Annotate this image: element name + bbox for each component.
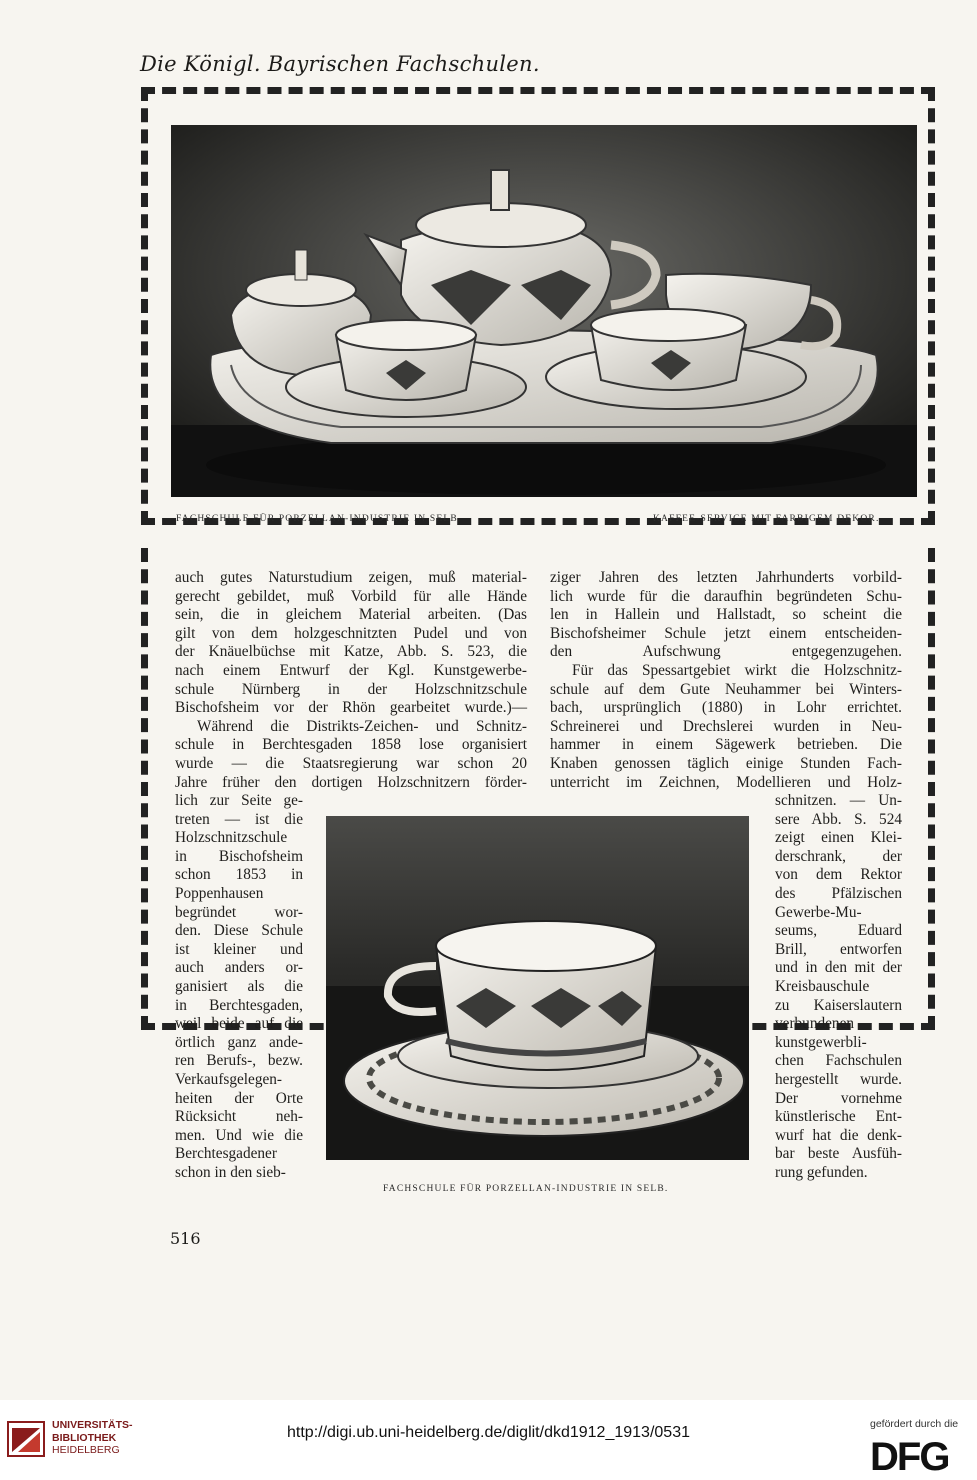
text-line: Berchtesgadener <box>175 1145 277 1163</box>
text-line: schon 1853 in <box>175 866 303 884</box>
page-title: Die Königl. Bayrischen Fachschulen. <box>140 52 540 76</box>
text-line: heiten der Orte <box>175 1089 303 1107</box>
text-line: begründet wor- <box>175 903 303 921</box>
dfg-logo-icon <box>866 1432 966 1474</box>
text-line: seums, Eduard <box>775 922 902 940</box>
text-line: Schreinerei und Drechslerei wurden in Neu- <box>550 717 902 735</box>
text-line: wurde — die Staatsregierung war schon 20 <box>175 754 527 772</box>
text-line: ist kleiner und <box>175 940 303 958</box>
text-line: den Aufschwung entgegenzugehen. <box>550 643 902 661</box>
text-line: Brill, entworfen <box>775 940 902 958</box>
text-line: künstlerische Ent- <box>775 1108 902 1126</box>
text-line: gerecht gebildet, muß Vorbild für alle Hände <box>175 587 527 605</box>
page-number: 516 <box>170 1229 201 1248</box>
text-line: Jahre früher den dortigen Holzschnitzern förder- <box>175 773 527 791</box>
text-line: schnitzen. — Un- <box>775 792 902 809</box>
source-url-link[interactable]: http://digi.ub.uni-heidelberg.de/diglit/dkd1912_1913/0531 <box>287 1424 690 1441</box>
funded-by-label: gefördert durch die <box>870 1418 959 1430</box>
text-line: in Bischofsheim <box>175 847 303 865</box>
text-line: Während die Distrikts-Zeichen- und Schnitz- <box>197 717 527 735</box>
text-line: ganisiert als die <box>175 977 303 995</box>
text-line: ziger Jahren des letzten Jahrhunderts vorbild- <box>550 569 902 586</box>
text-line: sere Abb. S. 524 <box>775 810 902 828</box>
text-line: verbundenen <box>775 1015 855 1033</box>
text-line: Poppenhausen <box>175 884 264 902</box>
text-line: Verkaufsgelegen- <box>175 1070 283 1088</box>
text-line: chen Fachschulen <box>775 1052 902 1070</box>
left-column-lines <box>175 569 527 792</box>
text-line: Holzschnitzschule <box>175 829 288 847</box>
library-name-line1: UNIVERSITÄTS- <box>52 1419 133 1431</box>
text-line: von dem Rektor <box>775 866 902 884</box>
text-line: schule in Berchtesgaden 1858 lose organisiert <box>175 736 527 754</box>
text-line: schule auf dem Gute Neuhammer bei Winters- <box>550 680 902 698</box>
cup-and-saucer-illustration <box>326 816 749 1160</box>
text-line: schule Nürnberg in der Holzschnitzschule <box>175 680 527 698</box>
text-line: lich wurde für die daraufhin begründeten Schu- <box>550 587 902 605</box>
bottom-figure-caption: FACHSCHULE FÜR PORZELLAN-INDUSTRIE IN SELB. <box>383 1184 669 1194</box>
library-name <box>52 1419 133 1457</box>
text-line: hergestellt wurde. <box>775 1070 902 1088</box>
text-line: Bischofsheim vor der Rhön gearbeitet wurde.)— <box>175 699 527 717</box>
text-line: Der vornehme <box>775 1089 902 1107</box>
text-line: Knaben genossen täglich einige Stunden Fach- <box>550 754 902 772</box>
text-line: sein, die in gleichem Material arbeiten. (Das <box>175 606 527 624</box>
text-line: zu Kaiserslautern <box>775 996 902 1014</box>
text-line: bach, ursprünglich (1880) in Lohr errichtet. <box>550 699 902 717</box>
text-line: treten — ist die <box>175 810 303 828</box>
right-column-lines <box>550 569 902 792</box>
coffee-service-photo <box>171 125 917 497</box>
text-line: weil beide auf die <box>175 1015 303 1033</box>
university-library-logo-icon <box>6 1418 46 1460</box>
right-narrow-column <box>775 792 902 1182</box>
text-line: wurf hat die denk- <box>775 1126 902 1144</box>
text-line: unterricht im Zeichnen, Modellieren und Holz- <box>550 773 902 791</box>
text-line: nach einem Entwurf der Kgl. Kunstgewerbe- <box>175 661 527 679</box>
text-line: bar beste Ausfüh- <box>775 1145 902 1163</box>
text-line: lich zur Seite ge- <box>175 792 303 809</box>
text-line: der Knäuelbüchse mit Katze, Abb. S. 523, die <box>175 643 527 661</box>
top-figure-caption-left: FACHSCHULE FÜR PORZELLAN-INDUSTRIE IN SELB. <box>176 514 462 524</box>
text-line: len in Hallein und Hallstadt, so scheint die <box>550 606 902 624</box>
text-line: den. Diese Schule <box>175 922 303 940</box>
text-line: und in den mit der <box>775 959 902 977</box>
text-line: Kreisbauschule <box>775 977 870 995</box>
text-line: men. Und wie die <box>175 1126 303 1144</box>
text-line: Bischofsheimer Schule jetzt einem entscheiden- <box>550 624 902 642</box>
cup-and-saucer-photo <box>326 816 749 1160</box>
text-line: ren Berufs-, bezw. <box>175 1052 303 1070</box>
text-line: Gewerbe-Mu- <box>775 903 862 921</box>
top-figure-caption-right: KAFFEE-SERVICE MIT FARBIGEM DEKOR. <box>653 514 880 524</box>
text-line: des Pfälzischen <box>775 884 902 902</box>
right-column-text <box>550 569 902 792</box>
text-line: hammer in einem Sägewerk betrieben. Die <box>550 736 902 754</box>
text-line: zeigt einen Klei- <box>775 829 902 847</box>
text-line: Für das Spessartgebiet wirkt die Holzschnitz- <box>572 661 902 679</box>
left-narrow-column <box>175 792 303 1182</box>
text-line: auch gutes Naturstudium zeigen, muß material- <box>175 569 527 586</box>
text-line: schon in den sieb- <box>175 1163 286 1181</box>
coffee-service-illustration <box>171 125 917 497</box>
text-line: in Berchtesgaden, <box>175 996 303 1014</box>
text-line: örtlich ganz ande- <box>175 1033 303 1051</box>
text-line: Rücksicht neh- <box>175 1108 303 1126</box>
text-line: kunstgewerbli- <box>775 1033 867 1051</box>
text-line: derschrank, der <box>775 847 902 865</box>
library-name-line3: HEIDELBERG <box>52 1444 120 1456</box>
text-line: auch anders or- <box>175 959 303 977</box>
library-name-line2: BIBLIOTHEK <box>52 1431 117 1444</box>
text-line: rung gefunden. <box>775 1163 868 1181</box>
left-column-text <box>175 569 527 792</box>
text-line: gilt von dem holzgeschnitzten Pudel und von <box>175 624 527 642</box>
dfg-logo-text: DFG <box>870 1435 949 1474</box>
